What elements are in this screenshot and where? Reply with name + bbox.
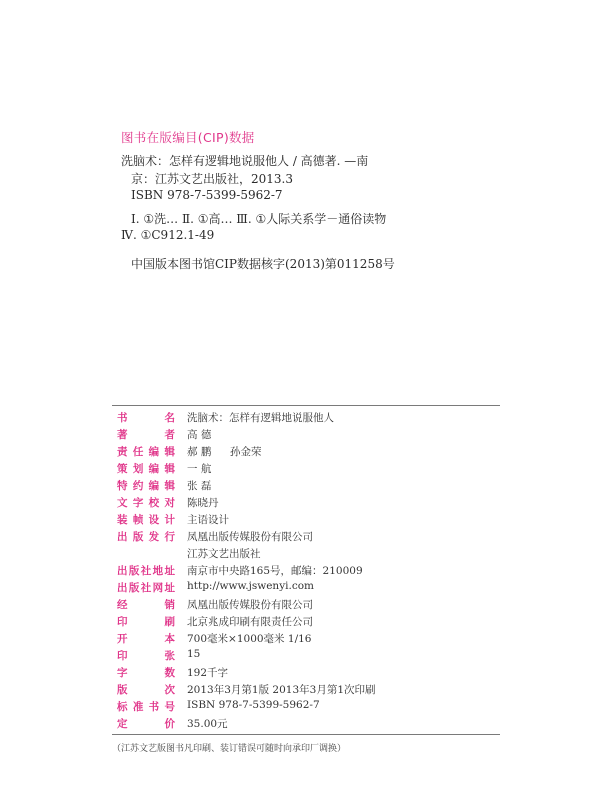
cip-title: 图书在版编目(CIP)数据 [121, 130, 255, 145]
row-label: 著者 [117, 429, 175, 441]
row-label: 印刷 [117, 616, 175, 628]
row-value: 15 [187, 648, 201, 660]
row-label: 标准书号 [117, 701, 175, 713]
cip-line-1: 洗脑术：怎样有逻辑地说服他人 / 高德著. —南 [121, 154, 369, 168]
row-label: 字数 [117, 667, 175, 679]
row-label: 经销 [117, 599, 175, 611]
row-value: 一 航 [187, 463, 212, 475]
row-value: 2013年3月第1版 2013年3月第1次印刷 [187, 684, 376, 696]
row-label: 出版发行 [117, 531, 175, 543]
row-value: ISBN 978-7-5399-5962-7 [187, 699, 320, 711]
row-value: 192千字 [187, 667, 229, 679]
cip-line-2: 京：江苏文艺出版社，2013.3 [131, 172, 293, 186]
row-label: 开本 [117, 633, 175, 645]
row-value: 北京兆成印刷有限责任公司 [187, 616, 313, 628]
footnote: （江苏文艺版图书凡印刷、装订错误可随时向承印厂调换） [112, 744, 347, 754]
row-label: 定价 [117, 718, 175, 730]
cip-record-number: 中国版本图书馆CIP数据核字(2013)第011258号 [131, 257, 395, 271]
row-value: 35.00元 [187, 718, 228, 730]
row-value: 凤凰出版传媒股份有限公司 [187, 599, 313, 611]
row-value-secondary: 孙金荣 [230, 446, 262, 458]
row-label: 责任编辑 [117, 446, 175, 458]
row-label: 策划编辑 [117, 463, 175, 475]
row-label: 印张 [117, 650, 175, 662]
row-label: 版次 [117, 684, 175, 696]
row-value: 江苏文艺出版社 [187, 548, 261, 560]
row-label: 出版社网址 [117, 582, 175, 594]
row-value: 700毫米×1000毫米 1/16 [187, 633, 312, 645]
row-value: 主语设计 [187, 514, 229, 526]
cip-classification-2: Ⅳ. ①C912.1-49 [121, 228, 215, 242]
row-value: 张 磊 [187, 480, 212, 492]
row-label: 出版社地址 [117, 565, 175, 577]
row-value: 凤凰出版传媒股份有限公司 [187, 531, 313, 543]
cip-classification-1: Ⅰ. ①洗… Ⅱ. ①高… Ⅲ. ①人际关系学－通俗读物 [131, 212, 387, 226]
divider-bottom [112, 734, 500, 735]
row-value: 高 德 [187, 429, 212, 441]
row-value: 陈晓丹 [187, 497, 219, 509]
row-value: 郝 鹏 [187, 446, 212, 458]
row-label: 书名 [117, 412, 175, 424]
row-value: http://www.jswenyi.com [187, 580, 314, 592]
row-label: 文字校对 [117, 497, 175, 509]
row-value: 南京市中央路165号，邮编：210009 [187, 565, 363, 577]
cip-isbn: ISBN 978-7-5399-5962-7 [131, 188, 283, 202]
divider-top [112, 405, 500, 406]
row-label: 特约编辑 [117, 480, 175, 492]
row-label: 装帧设计 [117, 514, 175, 526]
row-value: 洗脑术：怎样有逻辑地说服他人 [187, 412, 334, 424]
